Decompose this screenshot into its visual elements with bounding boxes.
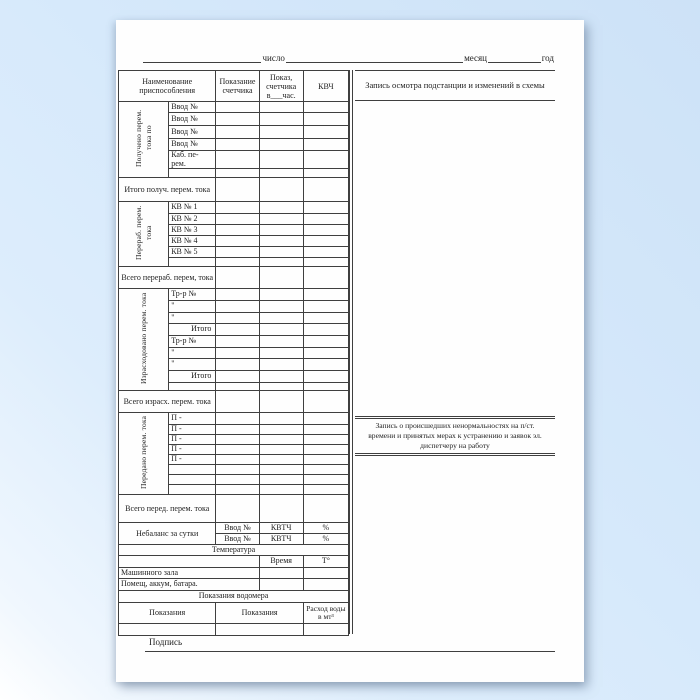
data-cell	[216, 465, 259, 475]
data-cell	[216, 236, 259, 247]
meter-readings-table	[118, 70, 349, 636]
row-label: КВ № 5	[169, 247, 216, 258]
data-cell	[216, 313, 259, 324]
data-cell	[216, 301, 259, 313]
data-cell	[303, 202, 348, 214]
data-cell	[303, 169, 348, 178]
data-cell	[216, 435, 259, 445]
data-cell	[216, 383, 259, 391]
data-cell	[259, 485, 303, 495]
row-label	[169, 169, 216, 178]
section-total-label: Всего перераб. перем, тока	[119, 267, 216, 289]
row-label: Каб. пе- рем.	[169, 151, 216, 169]
row-label: "	[169, 313, 216, 324]
row-label	[169, 465, 216, 475]
table-row	[119, 202, 349, 214]
data-cell	[303, 624, 348, 636]
data-cell	[216, 225, 259, 236]
data-cell	[259, 169, 303, 178]
data-cell	[259, 568, 303, 579]
data-cell	[216, 475, 259, 485]
column-header: Наименование приспособления	[119, 71, 216, 102]
data-cell	[259, 579, 303, 591]
column-header: Показание счетчика	[216, 71, 259, 102]
data-cell	[216, 151, 259, 169]
inspection-notes-title: Запись осмотра подстанции и изменений в схемы	[365, 79, 545, 90]
data-cell	[303, 391, 348, 413]
data-cell	[259, 202, 303, 214]
data-cell	[259, 324, 303, 336]
data-cell	[303, 495, 348, 523]
table-row	[119, 579, 349, 591]
data-cell	[259, 151, 303, 169]
data-cell	[216, 139, 259, 151]
table-row	[119, 102, 349, 113]
row-label: Ввод №	[169, 126, 216, 139]
data-cell	[216, 495, 259, 523]
row-label: %	[303, 534, 348, 545]
table-row	[119, 413, 349, 425]
imbalance-row	[119, 523, 349, 534]
data-cell	[259, 289, 303, 301]
data-cell	[303, 178, 348, 202]
table-row	[119, 556, 349, 568]
data-cell	[303, 289, 348, 301]
data-cell	[303, 568, 348, 579]
row-label: "	[169, 348, 216, 359]
row-label: Итого	[169, 324, 216, 336]
row-label	[169, 485, 216, 495]
row-label: Помещ, аккум, батара.	[119, 579, 260, 591]
data-cell	[303, 247, 348, 258]
data-cell	[259, 225, 303, 236]
imbalance-label: Небаланс за сутки	[119, 523, 216, 545]
data-cell	[259, 301, 303, 313]
data-cell	[216, 359, 259, 371]
data-cell	[216, 202, 259, 214]
data-cell	[303, 139, 348, 151]
section-total-label: Всего перед. перем. тока	[119, 495, 216, 523]
blank-underline	[286, 53, 463, 63]
data-cell	[259, 455, 303, 465]
row-label: %	[303, 523, 348, 534]
data-cell	[216, 102, 259, 113]
data-cell	[216, 258, 259, 267]
data-cell	[259, 139, 303, 151]
signature-line	[145, 637, 555, 652]
data-cell	[303, 359, 348, 371]
data-cell	[303, 214, 348, 225]
data-cell	[119, 624, 216, 636]
time-header: Время	[259, 556, 303, 568]
year-label: год	[541, 53, 554, 63]
row-label: Машинного зала	[119, 568, 260, 579]
data-cell	[303, 313, 348, 324]
row-label: Ввод №	[216, 534, 259, 545]
row-label: Ввод №	[169, 102, 216, 113]
row-label: Итого	[169, 371, 216, 383]
temperature-title: Температура	[119, 545, 349, 556]
data-cell	[303, 465, 348, 475]
row-label: КВТЧ	[259, 523, 303, 534]
abnormalities-note	[355, 416, 555, 456]
row-label: КВ № 1	[169, 202, 216, 214]
data-cell	[303, 579, 348, 591]
data-cell	[303, 485, 348, 495]
row-label	[169, 258, 216, 267]
table-header-row	[119, 71, 349, 102]
water-title: Показания водомера	[119, 591, 349, 603]
row-label: "	[169, 359, 216, 371]
table-row	[119, 289, 349, 301]
data-cell	[303, 435, 348, 445]
data-cell	[216, 336, 259, 348]
section-total-row	[119, 267, 349, 289]
data-cell	[303, 455, 348, 465]
data-cell	[216, 624, 303, 636]
data-cell	[303, 324, 348, 336]
data-cell	[303, 475, 348, 485]
row-label	[169, 383, 216, 391]
row-label: КВ № 2	[169, 214, 216, 225]
data-cell	[303, 425, 348, 435]
abnormalities-note-text: Запись о происшедших ненормальностях на п/ст. времени и принятых мерах к устранению и заявок эл. диспетчеру на работу	[368, 421, 542, 450]
data-cell	[259, 178, 303, 202]
signature-label: Подпись	[149, 637, 183, 647]
data-cell	[303, 102, 348, 113]
data-cell	[216, 324, 259, 336]
data-cell	[259, 102, 303, 113]
data-cell	[216, 348, 259, 359]
column-header: КВЧ	[303, 71, 348, 102]
data-cell	[216, 113, 259, 126]
data-cell	[303, 126, 348, 139]
blank-underline	[488, 53, 541, 63]
data-cell	[259, 413, 303, 425]
data-cell	[259, 236, 303, 247]
data-cell	[303, 301, 348, 313]
section-side-label: Получено перем. тока по	[119, 102, 169, 178]
data-cell	[303, 445, 348, 455]
temp-header: Т°	[303, 556, 348, 568]
data-cell	[259, 359, 303, 371]
data-cell	[303, 336, 348, 348]
data-cell	[259, 425, 303, 435]
day-label: число	[262, 53, 285, 63]
section-side-label: Израсходовано перем. тока	[119, 289, 169, 391]
data-cell	[216, 455, 259, 465]
table-row	[119, 603, 349, 624]
row-label	[169, 475, 216, 485]
data-cell	[259, 267, 303, 289]
date-line	[143, 53, 555, 63]
data-cell	[259, 371, 303, 383]
section-total-row	[119, 391, 349, 413]
row-label: Тр-р №	[169, 336, 216, 348]
data-cell	[216, 371, 259, 383]
data-cell	[259, 348, 303, 359]
data-cell	[216, 289, 259, 301]
row-label: "	[169, 301, 216, 313]
data-cell	[259, 313, 303, 324]
row-label: П -	[169, 445, 216, 455]
data-cell	[216, 413, 259, 425]
row-label: П -	[169, 413, 216, 425]
data-cell	[303, 267, 348, 289]
data-cell	[303, 258, 348, 267]
table-row	[119, 624, 349, 636]
data-cell	[303, 348, 348, 359]
row-label: Тр-р №	[169, 289, 216, 301]
month-label: месяц	[464, 53, 487, 63]
data-cell	[259, 336, 303, 348]
section-total-row	[119, 178, 349, 202]
table-row	[119, 568, 349, 579]
data-cell	[259, 465, 303, 475]
data-cell	[216, 214, 259, 225]
column-header: Показ, счетчика в___час.	[259, 71, 303, 102]
data-cell	[259, 113, 303, 126]
data-cell	[259, 258, 303, 267]
row-label: П -	[169, 455, 216, 465]
data-cell	[216, 126, 259, 139]
section-side-label: Перераб. перем. тока	[119, 202, 169, 267]
temperature-header-row	[119, 545, 349, 556]
data-cell	[303, 383, 348, 391]
data-cell	[259, 475, 303, 485]
data-cell	[216, 485, 259, 495]
section-total-label: Итого получ. перем. тока	[119, 178, 216, 202]
section-side-label: Передано перем. тока	[119, 413, 169, 495]
section-total-label: Всего израсх. перем. тока	[119, 391, 216, 413]
column-header: Показания	[119, 603, 216, 624]
data-cell	[216, 445, 259, 455]
row-label: П -	[169, 435, 216, 445]
data-cell	[216, 267, 259, 289]
data-cell	[303, 371, 348, 383]
data-cell	[303, 236, 348, 247]
inspection-notes-header	[355, 70, 555, 101]
data-cell	[216, 178, 259, 202]
data-cell	[259, 126, 303, 139]
data-cell	[216, 391, 259, 413]
row-label: Ввод №	[216, 523, 259, 534]
data-cell	[259, 495, 303, 523]
data-cell	[259, 435, 303, 445]
water-header-row	[119, 591, 349, 603]
row-label: П -	[169, 425, 216, 435]
data-cell	[119, 556, 260, 568]
section-total-row	[119, 495, 349, 523]
data-cell	[303, 151, 348, 169]
blank-underline	[143, 53, 261, 63]
data-cell	[259, 383, 303, 391]
row-label: Ввод №	[169, 139, 216, 151]
row-label: КВ № 4	[169, 236, 216, 247]
data-cell	[259, 214, 303, 225]
data-cell	[303, 413, 348, 425]
data-cell	[303, 113, 348, 126]
row-label: Ввод №	[169, 113, 216, 126]
row-label: КВТЧ	[259, 534, 303, 545]
data-cell	[216, 425, 259, 435]
column-header: Показания	[216, 603, 303, 624]
data-cell	[303, 225, 348, 236]
data-cell	[216, 169, 259, 178]
row-label: КВ № 3	[169, 225, 216, 236]
data-cell	[259, 445, 303, 455]
column-header: Расход воды в мт³	[303, 603, 348, 624]
data-cell	[216, 247, 259, 258]
data-cell	[259, 247, 303, 258]
data-cell	[259, 391, 303, 413]
column-divider	[349, 70, 353, 634]
form-page	[116, 20, 584, 682]
